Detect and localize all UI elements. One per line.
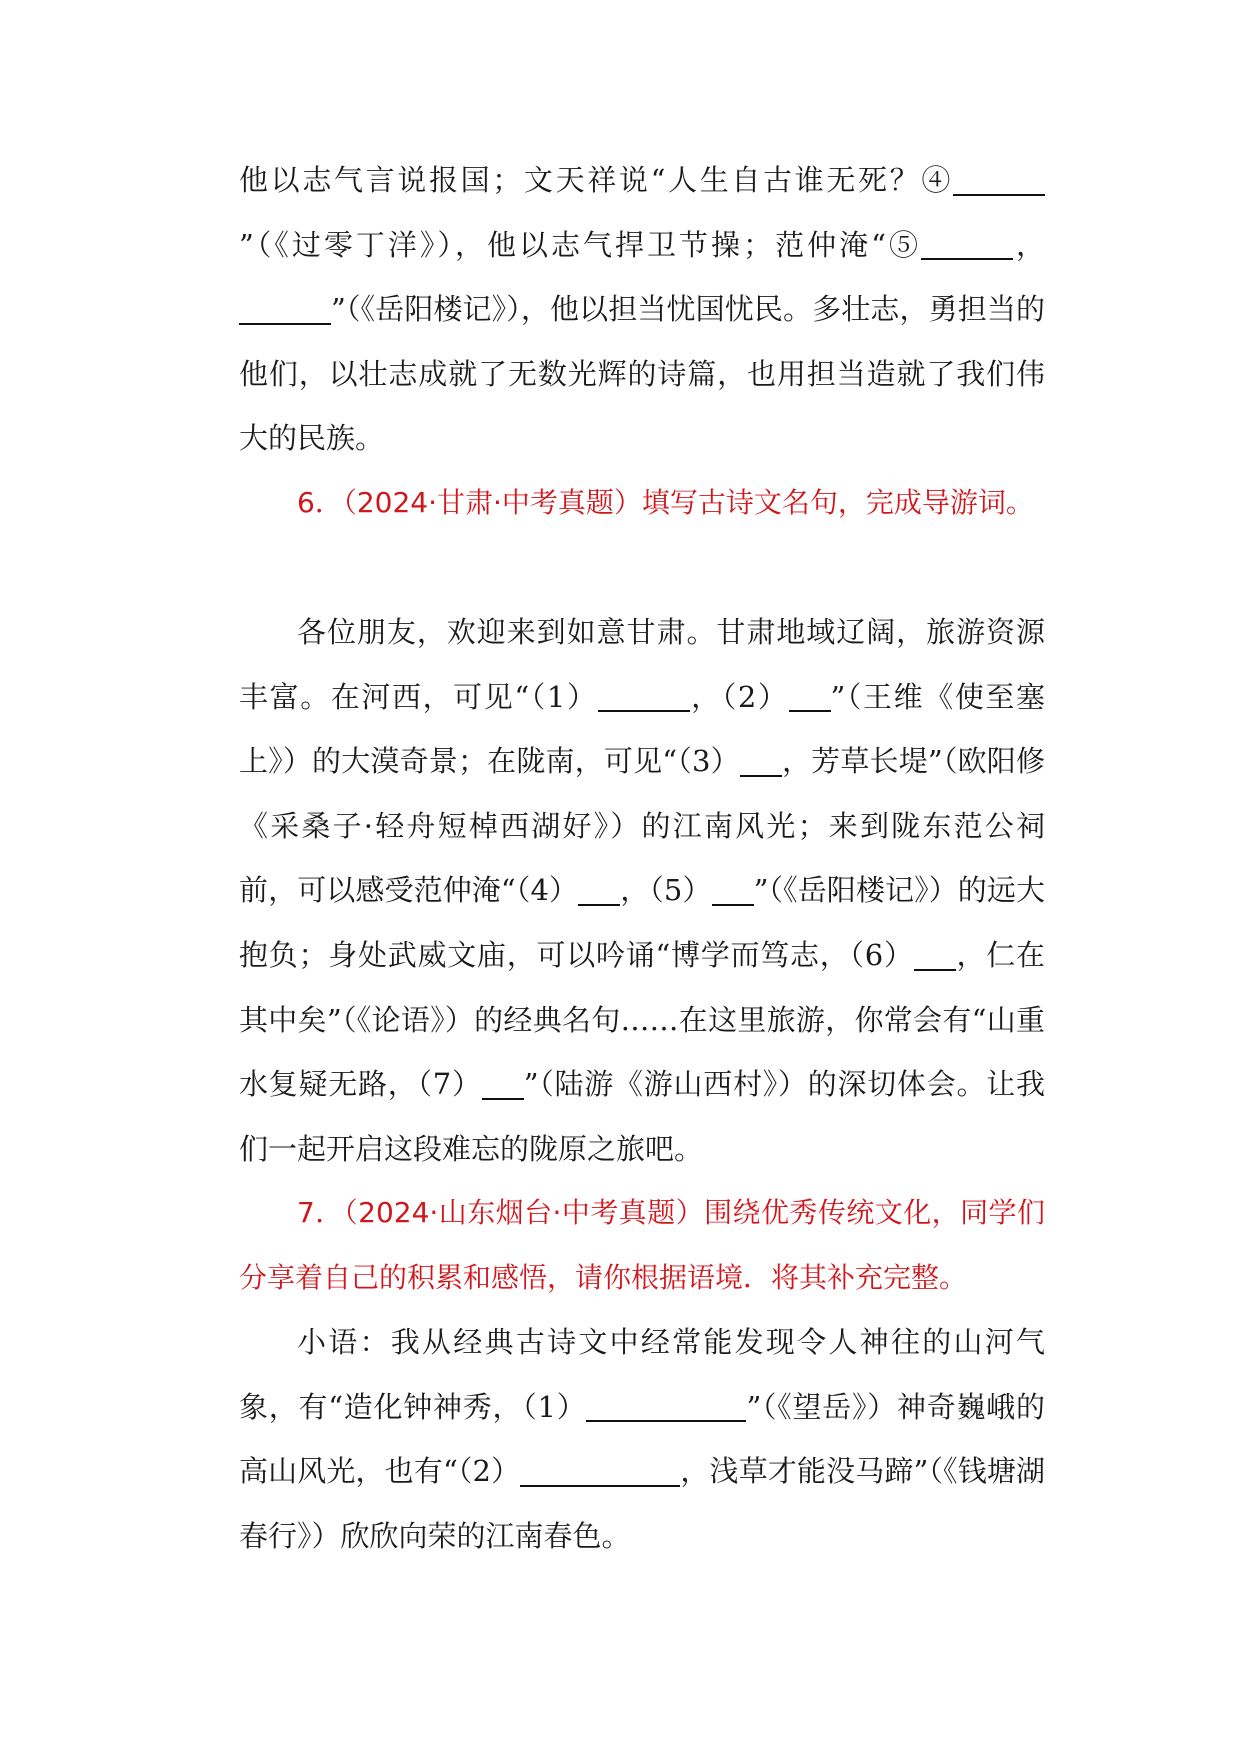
q6-blank-4[interactable]: [578, 874, 620, 906]
q7-blank-1[interactable]: [586, 1390, 746, 1422]
q6-blank-7[interactable]: [482, 1068, 524, 1100]
q6-blank-2[interactable]: [789, 680, 831, 712]
q6-blank-5[interactable]: [712, 874, 754, 906]
question-7-title: 7．（2024·山东烟台·中考真题）围绕优秀传统文化，同学们分享着自己的积累和感悟，请你根据语境．将其补充完整。: [239, 1196, 1045, 1294]
answer-blank-5a[interactable]: [921, 228, 1013, 260]
paragraph-continued: 他以志气言说报国；文天祥说“人生自古谁无死？④”（《过零丁洋》），他以志气捍卫节操；范仲淹“⑤ ，”（《岳阳楼记》），他以担当忧国忧民。多壮志，勇担当的他们，以壮志成就了无数光辉的诗篇，也用担当造就了我们伟大的民族。: [239, 163, 1045, 456]
question-6-passage: 各位朋友，欢迎来到如意甘肃。甘肃地域辽阔，旅游资源丰富。在河西，可见“（1） ，（2） ”（王维《使至塞上》）的大漠奇景；在陇南，可见“（3） ，芳草长堤”（欧阳修《采桑子·轻舟短棹西湖好》）的江南风光；来到陇东范公祠前，可以感受范仲淹“（4） ，（5） ”（《岳阳楼记》）的远大抱负；身处武威文庙，可以吟诵“博学而笃志，（6） ，仁在其中矣”（《论语》）的经典名句……在这里旅游，你常会有“山重水复疑无路，（7） ”（陆游《游山西村》）的深切体会。让我们一起开启这段难忘的陇原之旅吧。: [239, 615, 1046, 1166]
question-7-passage: 小语：我从经典古诗文中经常能发现令人神往的山河气象，有“造化钟神秀，（1） ”（《望岳》）神奇巍峨的高山风光，也有“（2） ，浅草才能没马蹄”（《钱塘湖春行》）欣欣向荣的江南春色。: [239, 1325, 1046, 1553]
q6-blank-1[interactable]: [598, 680, 690, 712]
answer-blank-5b[interactable]: [239, 293, 331, 325]
q6-blank-3[interactable]: [740, 745, 782, 777]
question-6-title: 6．（2024·甘肃·中考真题）填写古诗文名句，完成导游词。: [297, 486, 1034, 519]
answer-blank-4[interactable]: [953, 163, 1045, 195]
q7-blank-2[interactable]: [520, 1455, 680, 1487]
q6-blank-6[interactable]: [914, 938, 956, 970]
